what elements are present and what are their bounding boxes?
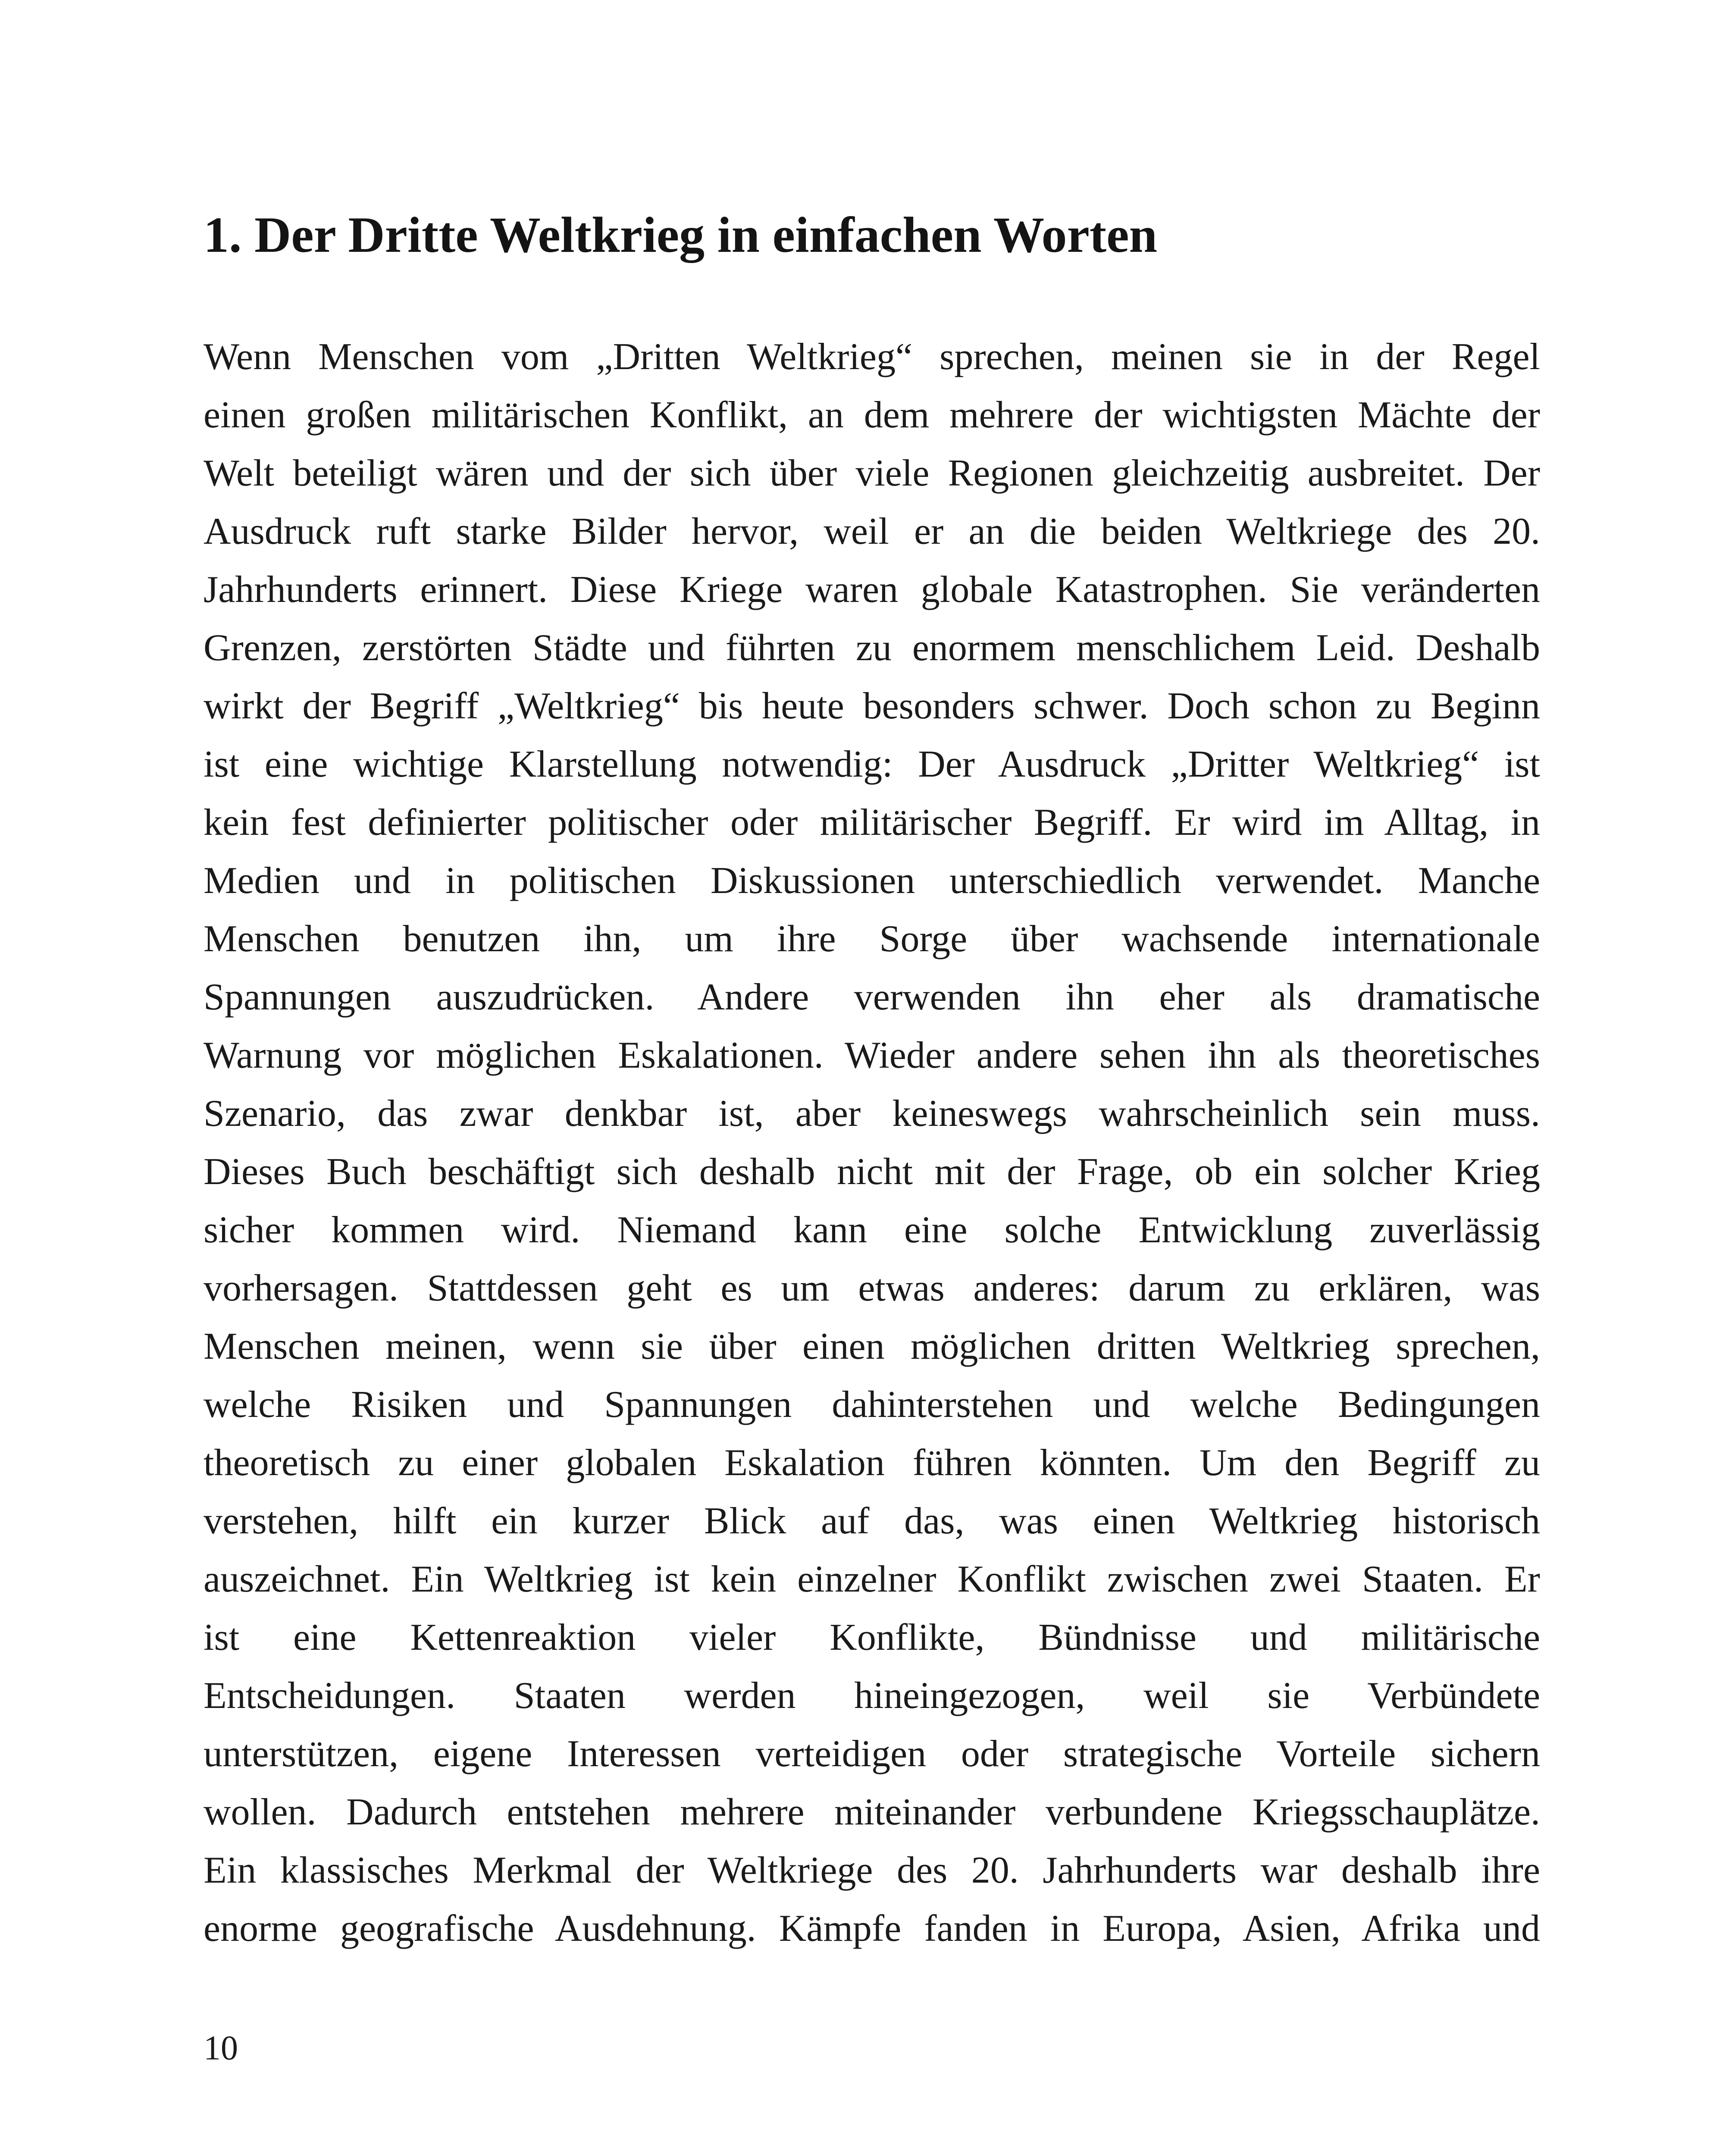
page-number: 10: [204, 2029, 238, 2067]
paragraph-line: auszeichnet. Ein Weltkrieg ist kein einzelner Konflikt zwischen zwei Staaten. Er: [204, 1558, 1540, 1600]
paragraph-line: ist eine Kettenreaktion vieler Konflikte, Bündnisse und militärische: [204, 1617, 1540, 1658]
paragraph-line: wirkt der Begriff „Weltkrieg“ bis heute besonders schwer. Doch schon zu Beginn: [204, 685, 1540, 727]
paragraph-line: theoretisch zu einer globalen Eskalation führen könnten. Um den Begriff zu: [204, 1442, 1540, 1484]
paragraph-line: enorme geografische Ausdehnung. Kämpfe fanden in Europa, Asien, Afrika und: [204, 1908, 1540, 1949]
paragraph-line: kein fest definierter politischer oder militärischer Begriff. Er wird im Alltag, in: [204, 802, 1540, 843]
paragraph-line: Spannungen auszudrücken. Andere verwenden ihn eher als dramatische: [204, 976, 1540, 1018]
paragraph-line: Grenzen, zerstörten Städte und führten zu enormem menschlichem Leid. Deshalb: [204, 627, 1540, 669]
paragraph-line: Dieses Buch beschäftigt sich deshalb nicht mit der Frage, ob ein solcher Krieg: [204, 1151, 1540, 1193]
paragraph-line: vorhersagen. Stattdessen geht es um etwas anderes: darum zu erklären, was: [204, 1267, 1540, 1309]
paragraph-line: Entscheidungen. Staaten werden hineingezogen, weil sie Verbündete: [204, 1675, 1540, 1717]
paragraph-line: Ein klassisches Merkmal der Weltkriege des 20. Jahrhunderts war deshalb ihre: [204, 1849, 1540, 1891]
paragraph-line: einen großen militärischen Konflikt, an dem mehrere der wichtigsten Mächte der: [204, 394, 1540, 436]
paragraph-line: Szenario, das zwar denkbar ist, aber keineswegs wahrscheinlich sein muss.: [204, 1093, 1540, 1134]
paragraph-line: Welt beteiligt wären und der sich über viele Regionen gleichzeitig ausbreitet. Der: [204, 452, 1540, 494]
paragraph-line: wollen. Dadurch entstehen mehrere miteinander verbundene Kriegsschauplätze.: [204, 1791, 1540, 1833]
paragraph-line: ist eine wichtige Klarstellung notwendig: Der Ausdruck „Dritter Weltkrieg“ ist: [204, 743, 1540, 785]
paragraph-line: Wenn Menschen vom „Dritten Weltkrieg“ sprechen, meinen sie in der Regel: [204, 336, 1540, 378]
paragraph-line: verstehen, hilft ein kurzer Blick auf das, was einen Weltkrieg historisch: [204, 1500, 1540, 1542]
paragraph-line: sicher kommen wird. Niemand kann eine solche Entwicklung zuverlässig: [204, 1209, 1540, 1251]
paragraph-line: unterstützen, eigene Interessen verteidigen oder strategische Vorteile sichern: [204, 1733, 1540, 1775]
chapter-body: [204, 328, 1540, 1958]
paragraph-line: Menschen benutzen ihn, um ihre Sorge über wachsende internationale: [204, 918, 1540, 960]
paragraph-line: Jahrhunderts erinnert. Diese Kriege waren globale Katastrophen. Sie veränderten: [204, 569, 1540, 611]
paragraph-line: Menschen meinen, wenn sie über einen möglichen dritten Weltkrieg sprechen,: [204, 1326, 1540, 1367]
paragraph-line: Warnung vor möglichen Eskalationen. Wieder andere sehen ihn als theoretisches: [204, 1034, 1540, 1076]
paragraph-line: Ausdruck ruft starke Bilder hervor, weil er an die beiden Weltkriege des 20.: [204, 511, 1540, 552]
chapter-heading: 1. Der Dritte Weltkrieg in einfachen Worten: [204, 207, 1158, 263]
paragraph-line: Medien und in politischen Diskussionen unterschiedlich verwendet. Manche: [204, 860, 1540, 902]
paragraph-line: welche Risiken und Spannungen dahinterstehen und welche Bedingungen: [204, 1384, 1540, 1426]
